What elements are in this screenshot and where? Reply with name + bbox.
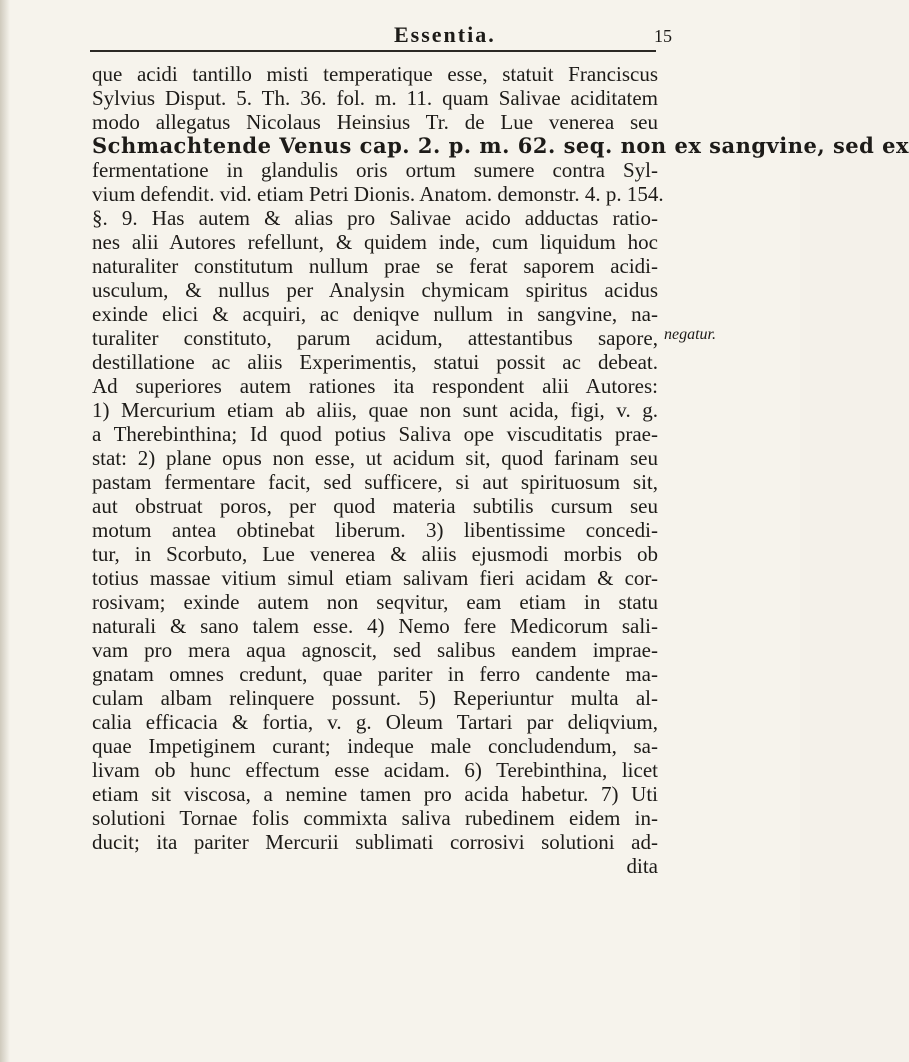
text-line: nes alii Autores refellunt, & quidem inde, cum liquidum hoc xyxy=(92,230,658,254)
text-line: etiam sit viscosa, a nemine tamen pro acida habetur. 7) Uti xyxy=(92,782,658,806)
text-line: culam albam relinquere possunt. 5) Reperiuntur multa al- xyxy=(92,686,658,710)
text-line: naturali & sano talem esse. 4) Nemo fere Medicorum sali- xyxy=(92,614,658,638)
text-line: a Therebinthina; Id quod potius Saliva ope viscuditatis prae- xyxy=(92,422,658,446)
text-line: solutioni Tornae folis commixta saliva rubedinem eidem in- xyxy=(92,806,658,830)
margin-note: negatur. xyxy=(664,326,716,343)
text-line: vam pro mera aqua agnoscit, sed salibus eandem imprae- xyxy=(92,638,658,662)
text-line: usculum, & nullus per Analysin chymicam spiritus acidus xyxy=(92,278,658,302)
text-line: Ad superiores autem rationes ita respondent alii Autores: xyxy=(92,374,658,398)
text-line: Schmachtende Venus cap. 2. p. m. 62. seq. non ex sangvine, sed ex xyxy=(92,133,909,158)
catchword: dita xyxy=(626,854,658,878)
text-line: vium defendit. vid. etiam Petri Dionis. Anatom. demonstr. 4. p. 154. xyxy=(92,182,664,206)
text-line: rosivam; exinde autem non seqvitur, eam etiam in statu xyxy=(92,590,658,614)
text-line: calia efficacia & fortia, v. g. Oleum Tartari par deliqvium, xyxy=(92,710,658,734)
text-line: stat: 2) plane opus non esse, ut acidum sit, quod farinam seu xyxy=(92,446,658,470)
binding-gutter xyxy=(0,0,10,1062)
text-line: §. 9. Has autem & alias pro Salivae acido adductas ratio- xyxy=(92,206,658,230)
text-line: turaliter constituto, parum acidum, attestantibus sapore, xyxy=(92,326,658,350)
text-line: fermentatione in glandulis oris ortum sumere contra Syl- xyxy=(92,158,658,182)
text-line: gnatam omnes credunt, quae pariter in ferro candente ma- xyxy=(92,662,658,686)
text-line: livam ob hunc effectum esse acidam. 6) Terebinthina, licet xyxy=(92,758,658,782)
text-line: naturaliter constitutum nullum prae se ferat saporem acidi- xyxy=(92,254,658,278)
text-line: totius massae vitium simul etiam salivam fieri acidam & cor- xyxy=(92,566,658,590)
text-line: tur, in Scorbuto, Lue venerea & aliis ejusmodi morbis ob xyxy=(92,542,658,566)
header-rule xyxy=(90,50,656,52)
page-number: 15 xyxy=(654,26,672,46)
text-line: motum antea obtinebat liberum. 3) libentissime concedi- xyxy=(92,518,658,542)
text-line: Sylvius Disput. 5. Th. 36. fol. m. 11. quam Salivae aciditatem xyxy=(92,86,658,110)
text-line: destillatione ac aliis Experimentis, statui possit ac debeat. xyxy=(92,350,658,374)
text-line: 1) Mercurium etiam ab aliis, quae non sunt acida, figi, v. g. xyxy=(92,398,658,422)
text-line: pastam fermentare facit, sed sufficere, si aut spirituosum sit, xyxy=(92,470,658,494)
text-line: exinde elici & acquiri, ac deniqve nullum in sangvine, na- xyxy=(92,302,658,326)
text-line: aut obstruat poros, per quod materia subtilis cursum seu xyxy=(92,494,658,518)
text-line: que acidi tantillo misti temperatique esse, statuit Franciscus xyxy=(92,62,658,86)
running-header xyxy=(0,22,800,52)
running-title: Essentia. xyxy=(394,22,496,47)
text-line: ducit; ita pariter Mercurii sublimati corrosivi solutioni ad- xyxy=(92,830,658,854)
text-line: modo allegatus Nicolaus Heinsius Tr. de Lue venerea seu xyxy=(92,110,658,134)
text-line: quae Impetiginem curant; indeque male concludendum, sa- xyxy=(92,734,658,758)
